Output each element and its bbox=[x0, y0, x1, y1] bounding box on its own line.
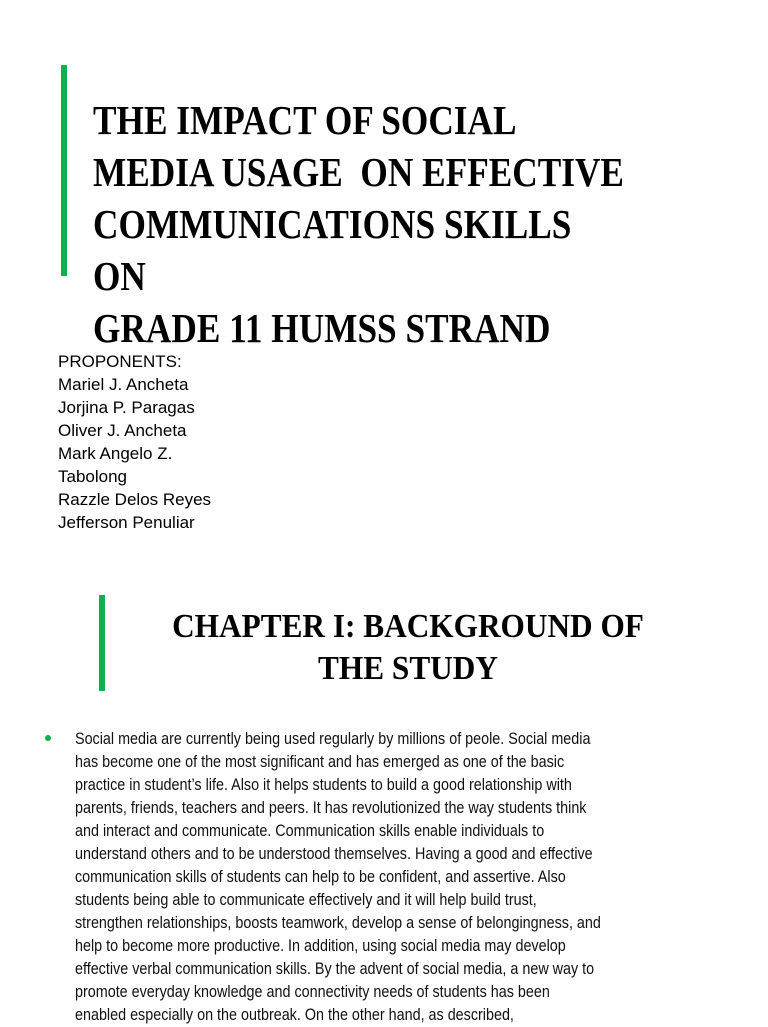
title-line: MEDIA USAGE ON EFFECTIVE bbox=[93, 149, 624, 195]
proponent-name: Jorjina P. Paragas bbox=[58, 398, 195, 417]
body-line: help to become more productive. In addition, using social media may develop bbox=[75, 937, 566, 955]
proponent-name: Jefferson Penuliar bbox=[58, 513, 195, 532]
title-accent-bar bbox=[61, 65, 67, 276]
chapter-heading-line: CHAPTER I: BACKGROUND OF bbox=[172, 608, 644, 645]
body-line: and interact and communicate. Communication skills enable individuals to bbox=[75, 822, 545, 840]
document-title bbox=[93, 94, 768, 354]
title-line: COMMUNICATIONS SKILLS bbox=[93, 201, 572, 247]
chapter-accent-bar bbox=[99, 595, 105, 691]
title-line: ON bbox=[93, 253, 146, 299]
proponents-label: PROPONENTS: bbox=[58, 352, 182, 371]
proponent-name: Razzle Delos Reyes bbox=[58, 490, 212, 509]
body-line: communication skills of students can help to be confident, and assertive. Also bbox=[75, 868, 566, 886]
body-line: effective verbal communication skills. By the advent of social media, a new way to bbox=[75, 960, 595, 978]
bullet-dot-icon bbox=[45, 735, 51, 741]
body-line: parents, friends, teachers and peers. It has revolutionized the way students think bbox=[75, 799, 587, 817]
body-line: strengthen relationships, boosts teamwork, develop a sense of belongingness, and bbox=[75, 914, 601, 932]
proponent-name: Tabolong bbox=[58, 467, 128, 486]
body-line: practice in student’s life. Also it helps students to build a good relationship with bbox=[75, 776, 572, 794]
title-line: THE IMPACT OF SOCIAL bbox=[93, 97, 517, 143]
proponent-name: Mariel J. Ancheta bbox=[58, 375, 189, 394]
proponents-list bbox=[58, 350, 358, 534]
proponent-name: Oliver J. Ancheta bbox=[58, 421, 187, 440]
body-line: has become one of the most significant and has emerged as one of the basic bbox=[75, 753, 565, 771]
chapter-heading bbox=[108, 606, 708, 690]
body-line: promote everyday knowledge and connectivity needs of students has been bbox=[75, 983, 550, 1001]
body-paragraph bbox=[75, 728, 768, 1027]
body-line: enabled especially on the outbreak. On the other hand, as described, bbox=[75, 1006, 514, 1024]
body-line: students being able to communicate effectively and it will help build trust, bbox=[75, 891, 537, 909]
body-line: understand others and to be understood themselves. Having a good and effective bbox=[75, 845, 593, 863]
chapter-heading-line: THE STUDY bbox=[318, 650, 498, 687]
title-line: GRADE 11 HUMSS STRAND bbox=[93, 305, 551, 351]
body-line: Social media are currently being used regularly by millions of peole. Social media bbox=[75, 730, 591, 748]
proponent-name: Mark Angelo Z. bbox=[58, 444, 173, 463]
